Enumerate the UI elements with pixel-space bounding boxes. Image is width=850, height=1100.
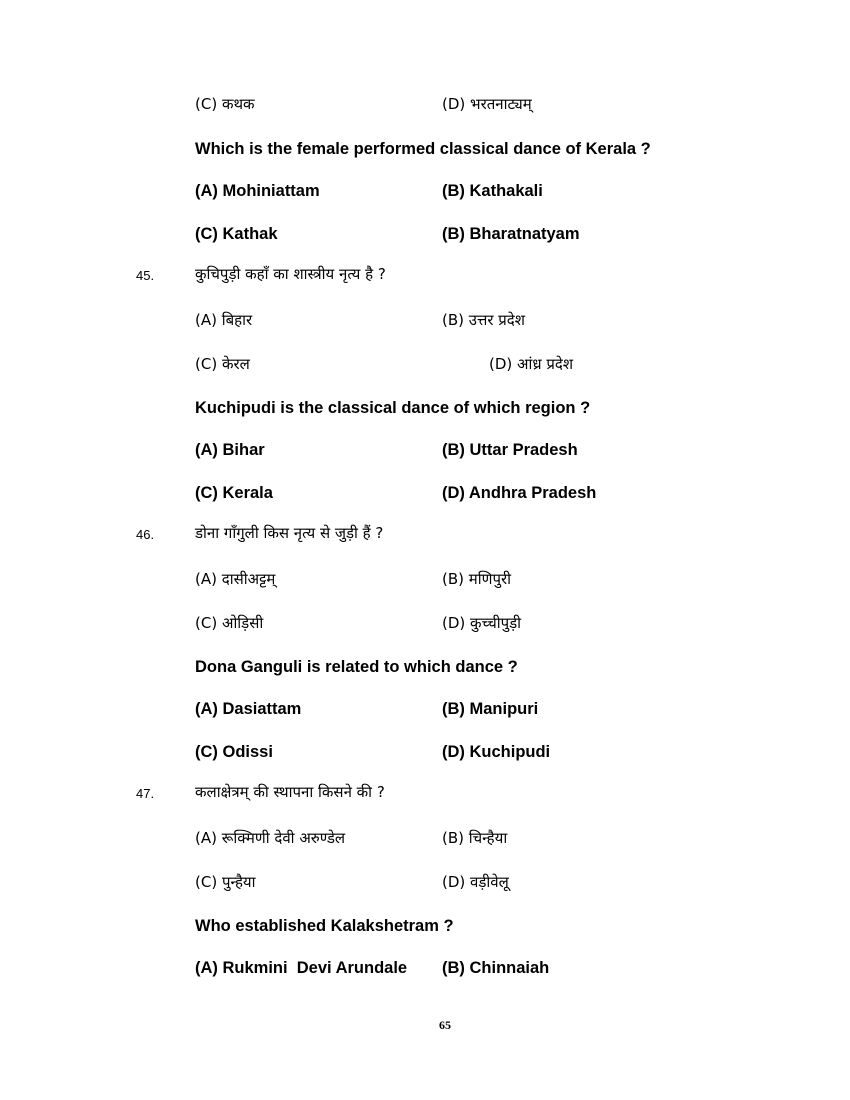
q47-hi-option-a: (A) रूक्मिणी देवी अरुण्डेल <box>195 829 346 847</box>
q47-en-question: Who established Kalakshetram ? <box>195 917 454 935</box>
q46-en-option-a: (A) Dasiattam <box>195 700 302 718</box>
q46-hi-question: डोना गाँगुली किस नृत्य से जुड़ी हैं ? <box>195 524 384 542</box>
q47-en-option-a: (A) Rukmini Devi Arundale <box>195 959 408 977</box>
q45-hi-question: कुचिपुड़ी कहाँ का शास्त्रीय नृत्य है ? <box>195 265 386 283</box>
q45-en-option-b: (B) Uttar Pradesh <box>442 441 578 459</box>
q44-en-question: Which is the female performed classical dance of Kerala ? <box>195 140 651 158</box>
q45-number: 45. <box>136 268 155 283</box>
q46-hi-option-a: (A) दासीअट्टम् <box>195 570 276 588</box>
q47-number: 47. <box>136 786 155 801</box>
q44-en-option-c: (C) Kathak <box>195 225 278 243</box>
q46-number: 46. <box>136 527 155 542</box>
q47-hi-question: कलाक्षेत्रम् की स्थापना किसने की ? <box>195 783 385 801</box>
q45-hi-option-c: (C) केरल <box>195 355 250 373</box>
q45-hi-option-b: (B) उत्तर प्रदेश <box>442 311 525 329</box>
page-number: 65 <box>439 1018 451 1032</box>
q47-hi-option-b: (B) चिन्हैया <box>442 829 508 847</box>
q45-hi-option-a: (A) बिहार <box>195 311 253 329</box>
q47-en-option-b: (B) Chinnaiah <box>442 959 550 977</box>
q44-en-option-b: (B) Kathakali <box>442 182 543 200</box>
q46-en-option-b: (B) Manipuri <box>442 700 539 718</box>
q46-en-question: Dona Ganguli is related to which dance ? <box>195 658 518 676</box>
q44-hi-option-d: (D) भरतनाट्यम् <box>442 95 532 113</box>
q46-hi-option-d: (D) कुच्चीपुड़ी <box>442 614 522 632</box>
q44-en-option-d: (B) Bharatnatyam <box>442 225 580 243</box>
q45-en-option-a: (A) Bihar <box>195 441 265 459</box>
q46-en-option-d: (D) Kuchipudi <box>442 743 551 761</box>
q46-hi-option-b: (B) मणिपुरी <box>442 570 512 588</box>
q46-en-option-c: (C) Odissi <box>195 743 273 761</box>
q44-hi-option-c: (C) कथक <box>195 95 255 113</box>
q46-hi-option-c: (C) ओड़िसी <box>195 614 264 632</box>
q45-en-question: Kuchipudi is the classical dance of which region ? <box>195 399 591 417</box>
q47-hi-option-d: (D) वड़ीवेलू <box>442 873 509 891</box>
q45-hi-option-d: (D) आंध्र प्रदेश <box>489 355 574 373</box>
q47-hi-option-c: (C) पुन्हैया <box>195 873 256 891</box>
q45-en-option-d: (D) Andhra Pradesh <box>442 484 597 502</box>
q45-en-option-c: (C) Kerala <box>195 484 273 502</box>
q44-en-option-a: (A) Mohiniattam <box>195 182 320 200</box>
